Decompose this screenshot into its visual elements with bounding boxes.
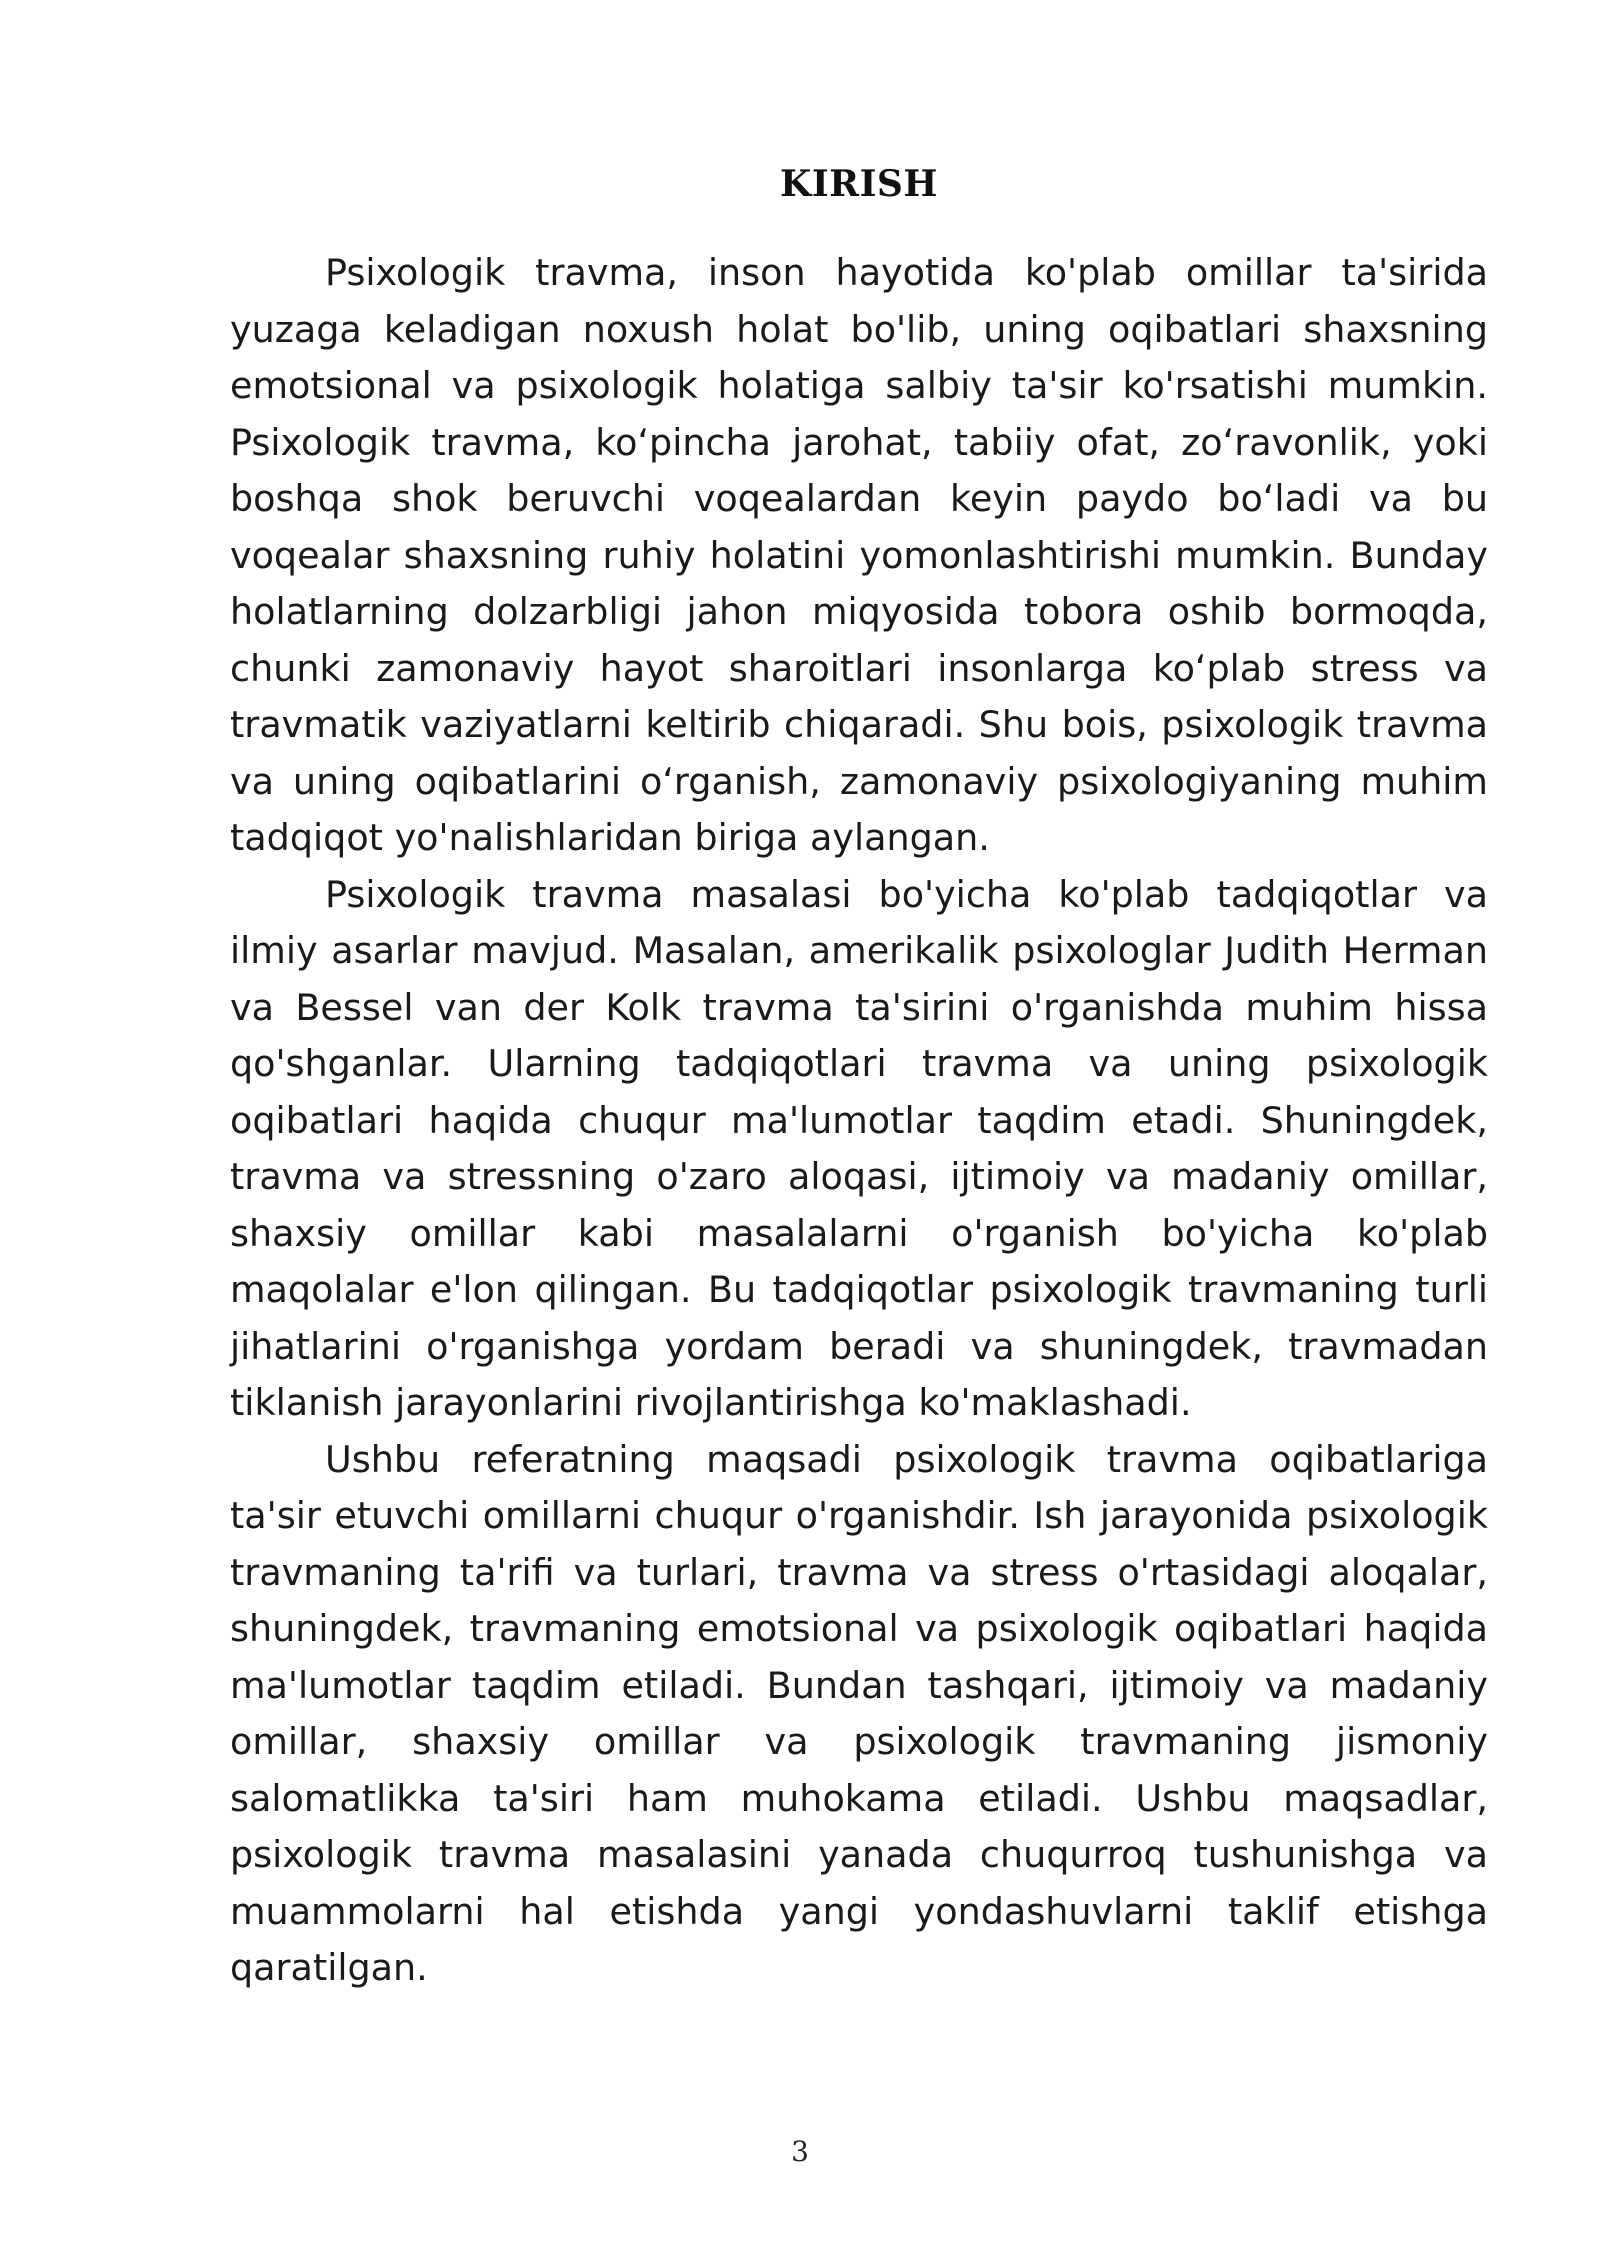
page-number: 3 (791, 2135, 809, 2168)
paragraph-purpose: Ushbu referatning maqsadi psixologik travma oqibatlariga ta'sir etuvchi omillarni chuqur o'rganishdir. Ish jarayonida psixologik travmaning ta'rifi va turlari, travma va stress o'rtasidagi aloqalar, shuningdek, travmaning emotsional va psixologik oqibatlari haqida ma'lumotlar taqdim etiladi. Bundan tashqari, ijtimoiy va madaniy omillar, shaxsiy omillar va psixologik travmaning jismoniy salomatlikka ta'siri ham muhokama etiladi. Ushbu maqsadlar, psixologik travma masalasini yanada chuqurroq tushunishga va muammolarni hal etishda yangi yondashuvlarni taklif etishga qaratilgan. (230, 1437, 1488, 1989)
document-body (230, 245, 1488, 1997)
paragraph-literature-review: Psixologik travma masalasi bo'yicha ko'plab tadqiqotlar va ilmiy asarlar mavjud. Masalan, amerikalik psixologlar Judith Herman va Bessel van der Kolk travma ta'sirini o'rganishda muhim hissa qo'shganlar. Ularning tadqiqotlari travma va uning psixologik oqibatlari haqida chuqur ma'lumotlar taqdim etadi. Shuningdek, travma va stressning o'zaro aloqasi, ijtimoiy va madaniy omillar, shaxsiy omillar kabi masalalarni o'rganish bo'yicha ko'plab maqolalar e'lon qilingan. Bu tadqiqotlar psixologik travmaning turli jihatlarini o'rganishga yordam beradi va shuningdek, travmadan tiklanish jarayonlarini rivojlantirishga ko'maklashadi. (230, 872, 1488, 1424)
page-title: KIRISH (780, 163, 938, 205)
paragraph-introduction: Psixologik travma, inson hayotida ko'plab omillar ta'sirida yuzaga keladigan noxush holat bo'lib, uning oqibatlari shaxsning emotsional va psixologik holatiga salbiy ta'sir ko'rsatishi mumkin. Psixologik travma, ko‘pincha jarohat, tabiiy ofat, zo‘ravonlik, yoki boshqa shok beruvchi voqealardan keyin paydo bo‘ladi va bu voqealar shaxsning ruhiy holatini yomonlashtirishi mumkin. Bunday holatlarning dolzarbligi jahon miqyosida tobora oshib bormoqda, chunki zamonaviy hayot sharoitlari insonlarga ko‘plab stress va travmatik vaziyatlarni keltirib chiqaradi. Shu bois, psixologik travma va uning oqibatlarini o‘rganish, zamonaviy psixologiyaning muhim tadqiqot yo'nalishlaridan biriga aylangan. (230, 251, 1488, 859)
